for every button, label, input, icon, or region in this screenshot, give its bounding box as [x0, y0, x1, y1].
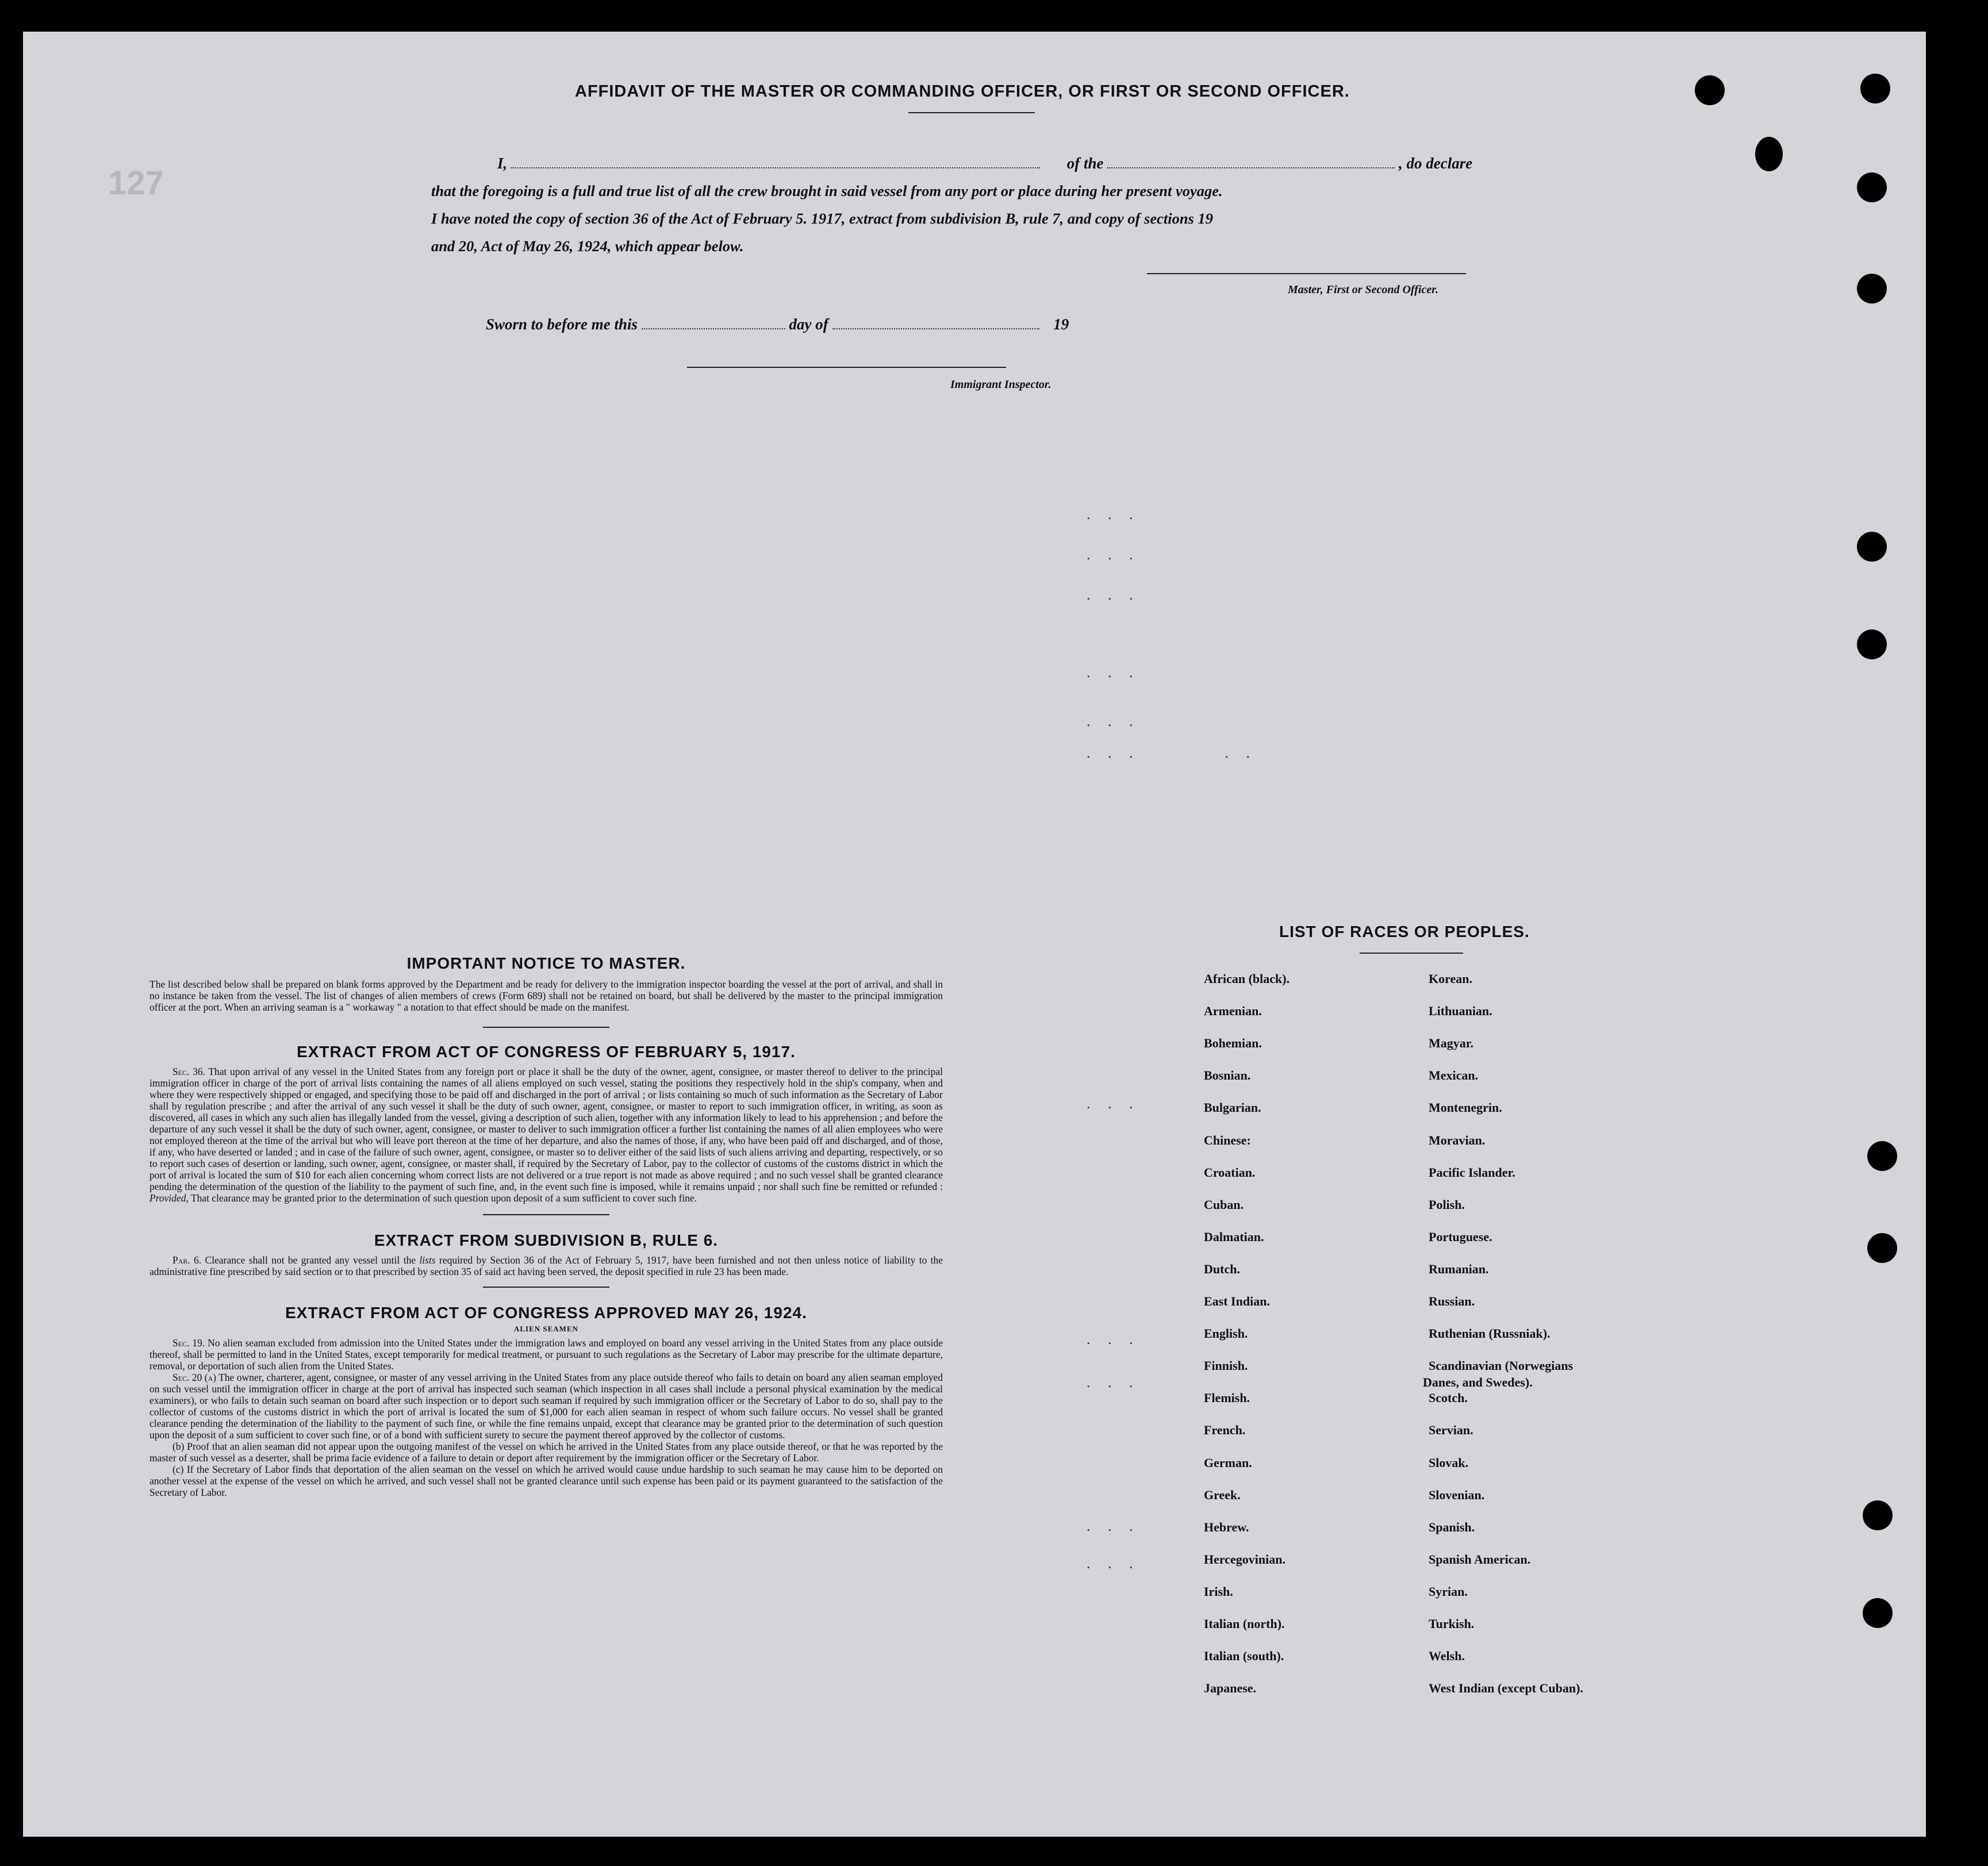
divider-2: [483, 1214, 609, 1215]
race-item: African (black).: [1204, 972, 1290, 986]
race-item: Bulgarian.: [1204, 1100, 1261, 1115]
sec20: [149, 1372, 943, 1441]
punch-hole: [1695, 75, 1725, 105]
notice-body: The list described below shall be prepared on blank forms approved by the Department and be ready for delivery to the immigration inspector boarding the vessel at the port of arrival, and shall in no instance be taken from the vessel. The list of changes of alien members of crews (Form 689) shall not be retained on board, but shall be delivered by the master to the principal immigration officer at the port. When an arriving seaman is a " workaway " a notation to that effect should be made on the manifest.: [149, 978, 943, 1013]
leader-dots: . . .: [1087, 1374, 1140, 1391]
leader-dots: . . .: [1087, 664, 1140, 681]
par6-text-a: Clearance shall not be granted any vessel until the: [205, 1254, 416, 1266]
race-item: Spanish.: [1429, 1519, 1475, 1534]
race-item: Irish.: [1204, 1584, 1233, 1599]
affidavit-line-3: I have noted the copy of section 36 of the Act of February 5. 1917, extract from subdivision B, rule 7, and copy of sections 19: [431, 210, 1214, 227]
proviso-label: Provided,: [149, 1192, 189, 1204]
race-item: East Indian.: [1204, 1294, 1270, 1308]
race-item: Servian.: [1429, 1423, 1473, 1438]
leader-dots: . . .: [1087, 1518, 1140, 1534]
race-item: Magyar.: [1429, 1036, 1474, 1051]
leader-dots: . . .: [1087, 506, 1140, 523]
race-item: Scotch.: [1429, 1391, 1468, 1406]
races-title: LIST OF RACES OR PEOPLES.: [1279, 923, 1530, 940]
inspector-signature-line[interactable]: [687, 367, 1006, 368]
sec36-label: Sec. 36.: [172, 1066, 205, 1077]
sec20-label: Sec. 20 (a): [172, 1372, 217, 1383]
extract-rule6-body: [149, 1254, 943, 1277]
extract-1917-title: EXTRACT FROM ACT OF CONGRESS OF FEBRUARY 5, 1917.: [297, 1043, 796, 1061]
notice-title: IMPORTANT NOTICE TO MASTER.: [406, 954, 686, 972]
race-item: Rumanian.: [1429, 1261, 1489, 1276]
leader-dots: . . .: [1087, 1095, 1140, 1112]
race-item: Lithuanian.: [1429, 1004, 1492, 1019]
race-item: Slovak.: [1429, 1455, 1469, 1470]
par6-label: Par. 6.: [172, 1254, 202, 1266]
race-item: Hercegovinian.: [1204, 1552, 1285, 1566]
race-item: Polish.: [1429, 1197, 1465, 1212]
race-item: Welsh.: [1429, 1649, 1465, 1664]
par6-lists: lists: [419, 1254, 436, 1266]
race-item: Dalmatian.: [1204, 1229, 1264, 1244]
margin-note: 127: [108, 164, 164, 202]
race-item: Cuban.: [1204, 1197, 1244, 1212]
leader-dots: . . .: [1087, 546, 1140, 563]
punch-hole: [1863, 1598, 1893, 1628]
punch-hole: [1857, 629, 1887, 659]
form-page: [23, 32, 1926, 1837]
race-item: Bohemian.: [1204, 1036, 1262, 1051]
leader-dots: . . . . .: [1087, 744, 1257, 761]
race-item: Moravian.: [1429, 1132, 1486, 1147]
divider-3: [483, 1287, 609, 1288]
sec19-label: Sec. 19.: [172, 1337, 205, 1349]
sworn-day-of: day of: [789, 316, 828, 333]
race-item: Montenegrin.: [1429, 1100, 1502, 1115]
punch-hole: [1867, 1233, 1897, 1263]
extract-1917-body: [149, 1066, 943, 1204]
punch-hole: [1857, 274, 1887, 304]
sworn-text: Sworn to before me this: [486, 316, 638, 333]
affidavit-line-1: [497, 149, 1532, 177]
races-divider: [1360, 953, 1463, 954]
punch-hole: [1755, 137, 1783, 171]
affidavit-line-4: and 20, Act of May 26, 1924, which appear below.: [431, 237, 744, 255]
race-item: Portuguese.: [1429, 1229, 1492, 1244]
race-item: Scandinavian (Norwegians: [1429, 1358, 1573, 1373]
race-item: Mexican.: [1429, 1068, 1479, 1083]
extract-rule6-title: EXTRACT FROM SUBDIVISION B, RULE 6.: [374, 1231, 719, 1249]
punch-hole: [1857, 532, 1887, 562]
affidavit-do-declare: , do declare: [1399, 155, 1473, 172]
race-item: Ruthenian (Russniak).: [1429, 1326, 1551, 1341]
race-item: West Indian (except Cuban).: [1429, 1681, 1583, 1696]
extract-1924-title: EXTRACT FROM ACT OF CONGRESS APPROVED MAY 26, 1924.: [285, 1304, 807, 1322]
race-item: Spanish American.: [1429, 1552, 1531, 1566]
race-item: Dutch.: [1204, 1261, 1240, 1276]
race-item: Slovenian.: [1429, 1487, 1485, 1502]
race-item: Croatian.: [1204, 1165, 1256, 1180]
divider-1: [483, 1027, 609, 1028]
sec20-c: (c) If the Secretary of Labor finds that deportation of the alien seaman on the vessel on which he arrived would cause undue hardship to such seaman he may cause him to be deported on another vessel at the expense of the vessel on which he arrived, and such vessel shall not be granted clearance until such expense has been paid or its payment guaranteed to the satisfaction of the Secretary of Labor.: [149, 1464, 943, 1498]
vessel-field[interactable]: [1107, 167, 1395, 168]
leader-dots: . . .: [1087, 713, 1140, 729]
punch-hole: [1863, 1500, 1893, 1530]
inspector-signature-caption: Immigrant Inspector.: [950, 378, 1051, 391]
leader-dots: . . .: [1087, 1331, 1140, 1347]
leader-dots: . . .: [1087, 586, 1140, 603]
master-signature-line[interactable]: [1147, 273, 1466, 274]
race-item: Turkish.: [1429, 1617, 1475, 1631]
legal-column: [149, 954, 943, 1498]
race-item: German.: [1204, 1455, 1252, 1470]
punch-hole: [1860, 74, 1890, 103]
name-field[interactable]: [511, 167, 1040, 168]
race-item: English.: [1204, 1326, 1248, 1341]
race-item: Armenian.: [1204, 1004, 1262, 1019]
race-item: Japanese.: [1204, 1681, 1257, 1696]
affidavit-title: AFFIDAVIT OF THE MASTER OR COMMANDING OFFICER, OR FIRST OR SECOND OFFICER.: [575, 82, 1350, 101]
race-item: Italian (north).: [1204, 1617, 1285, 1631]
affidavit-of-the: of the: [1066, 155, 1104, 172]
race-item: Bosnian.: [1204, 1068, 1251, 1083]
race-scandinavian-continuation: Danes, and Swedes).: [1423, 1375, 1533, 1389]
proviso-text: That clearance may be granted prior to the determination of such question upon deposit of a sum sufficient to cover such fine.: [190, 1192, 697, 1204]
sworn-line: [486, 310, 1069, 338]
race-item: Chinese:: [1204, 1132, 1251, 1147]
sworn-year: 19: [1053, 316, 1069, 333]
leader-dots: . . .: [1087, 1555, 1140, 1572]
sec36-text: That upon arrival of any vessel in the United States from any foreign port or place it shall be the duty of the owner, agent, consignee, or master thereof to deliver to the principal immigration officer in charge of the port of arrival lists containing the names of all aliens employed on such vessel, stating the positions they respectively hold in the ship's company, when and where they were respectively shipped or engaged, and specifying those to be paid off and discharged in the port of arrival ; or lists containing so much of such information as the Secretary of Labor shall by regulation prescribe ; and after the arrival of any such vessel it shall be the duty of such owner, agent, consignee, or master to report to such immigration officer, in writing, as soon as discovered, all cases in which any such alien has illegally landed from the vessel, giving a description of such alien, together with any information likely to lead to his apprehension ; and before the departure of any such vessel it shall be the duty of such owner, agent, consignee, or master to deliver to such immigration officer a further list containing the names of all alien employees who were not employed thereon at the time of the arrival but who will leave port thereon at the time of her departure, and also the names of those, if any, who have been paid off and discharged, and of those, if any, who have deserted or landed ; and in case of the failure of such owner, agent, consignee, or master so to deliver either of the said lists of such aliens arriving and departing, respectively, or so to report such cases of desertion or landing, such owner, agent, consignee, or master shall, if required by the Secretary of Labor, pay to the collector of customs of the customs district in which the port of arrival is located the sum of $10 for each alien concerning whom correct lists are not delivered or a true report is not made as above required ; and no such vessel shall be granted clearance pending the determination of the question of the liability to the payment of such fine, and, in the event such fine is imposed, while it remains unpaid ; nor shall such fine be remitted or refunded :: [149, 1066, 943, 1192]
sworn-day-field[interactable]: [642, 328, 785, 329]
race-item: Greek.: [1204, 1487, 1241, 1502]
extract-1924-subtitle: ALIEN SEAMEN: [513, 1324, 579, 1333]
par6-text-b: required by Section 36 of the Act of February 5, 1917, have been furnished and not then unless notice of liability to the administrative fine prescribed by said section or to that prescribed by section 35 of said act having been served, the deposit specified in rule 23 has been made.: [149, 1254, 943, 1277]
race-item: French.: [1204, 1423, 1246, 1438]
punch-hole: [1857, 172, 1887, 202]
sec19: [149, 1337, 943, 1372]
punch-hole: [1867, 1141, 1897, 1171]
race-item: Pacific Islander.: [1429, 1165, 1515, 1180]
affidavit-i: I,: [497, 155, 508, 172]
sec19-text: No alien seaman excluded from admission into the United States under the immigration laws and employed on board any vessel arriving in the United States from any place outside thereof, shall be permitted to land in the United States, except temporarily for medical treatment, or pursuant to such regulations as the Secretary of Labor may prescribe for the ultimate departure, removal, or deportation of such alien from the United States.: [149, 1337, 943, 1372]
sec20-b: (b) Proof that an alien seaman did not appear upon the outgoing manifest of the vessel on which he arrived in the United States from any place outside thereof, or that he was reported by the master of such vessel as a deserter, shall be prima facie evidence of a failure to detain or deport after requirement by the immigration officer or the Secretary of Labor.: [149, 1441, 943, 1464]
affidavit-line-2: that the foregoing is a full and true list of all the crew brought in said vessel from any port or place during her present voyage.: [431, 182, 1223, 199]
race-item: Russian.: [1429, 1294, 1475, 1308]
race-item: Finnish.: [1204, 1358, 1248, 1373]
race-item: Flemish.: [1204, 1391, 1250, 1406]
race-item: Korean.: [1429, 972, 1472, 986]
race-item: Hebrew.: [1204, 1519, 1249, 1534]
sworn-month-field[interactable]: [832, 328, 1039, 329]
sec20-text: The owner, charterer, agent, consignee, or master of any vessel arriving in the United States from any place outside thereof who fails to detain on board any alien seaman employed on such vessel until the immigration officer in charge at the port of arrival has inspected such seaman (which inspection in all cases shall include a personal physical examination by the medical examiners), or who fails to detain such seaman on board after such inspection or to deport such seaman if required by such immigration officer or the Secretary of Labor to do so, shall pay to the collector of customs of the customs district in which the port of arrival is located the sum of $1,000 for each alien seaman in respect of whom such failure occurs. No vessel shall be granted clearance pending the determination of the liability to the payment of such fine, or while the fine remains unpaid, except that clearance may be granted prior to the determination of such question upon the deposit of a sum sufficient to cover such fine, or of a bond with sufficient surety to secure the payment thereof approved by the collector of customs.: [149, 1372, 943, 1441]
race-item: Syrian.: [1429, 1584, 1468, 1599]
title-divider: [908, 112, 1035, 113]
master-signature-caption: Master, First or Second Officer.: [1288, 283, 1438, 296]
race-item: Italian (south).: [1204, 1649, 1284, 1664]
